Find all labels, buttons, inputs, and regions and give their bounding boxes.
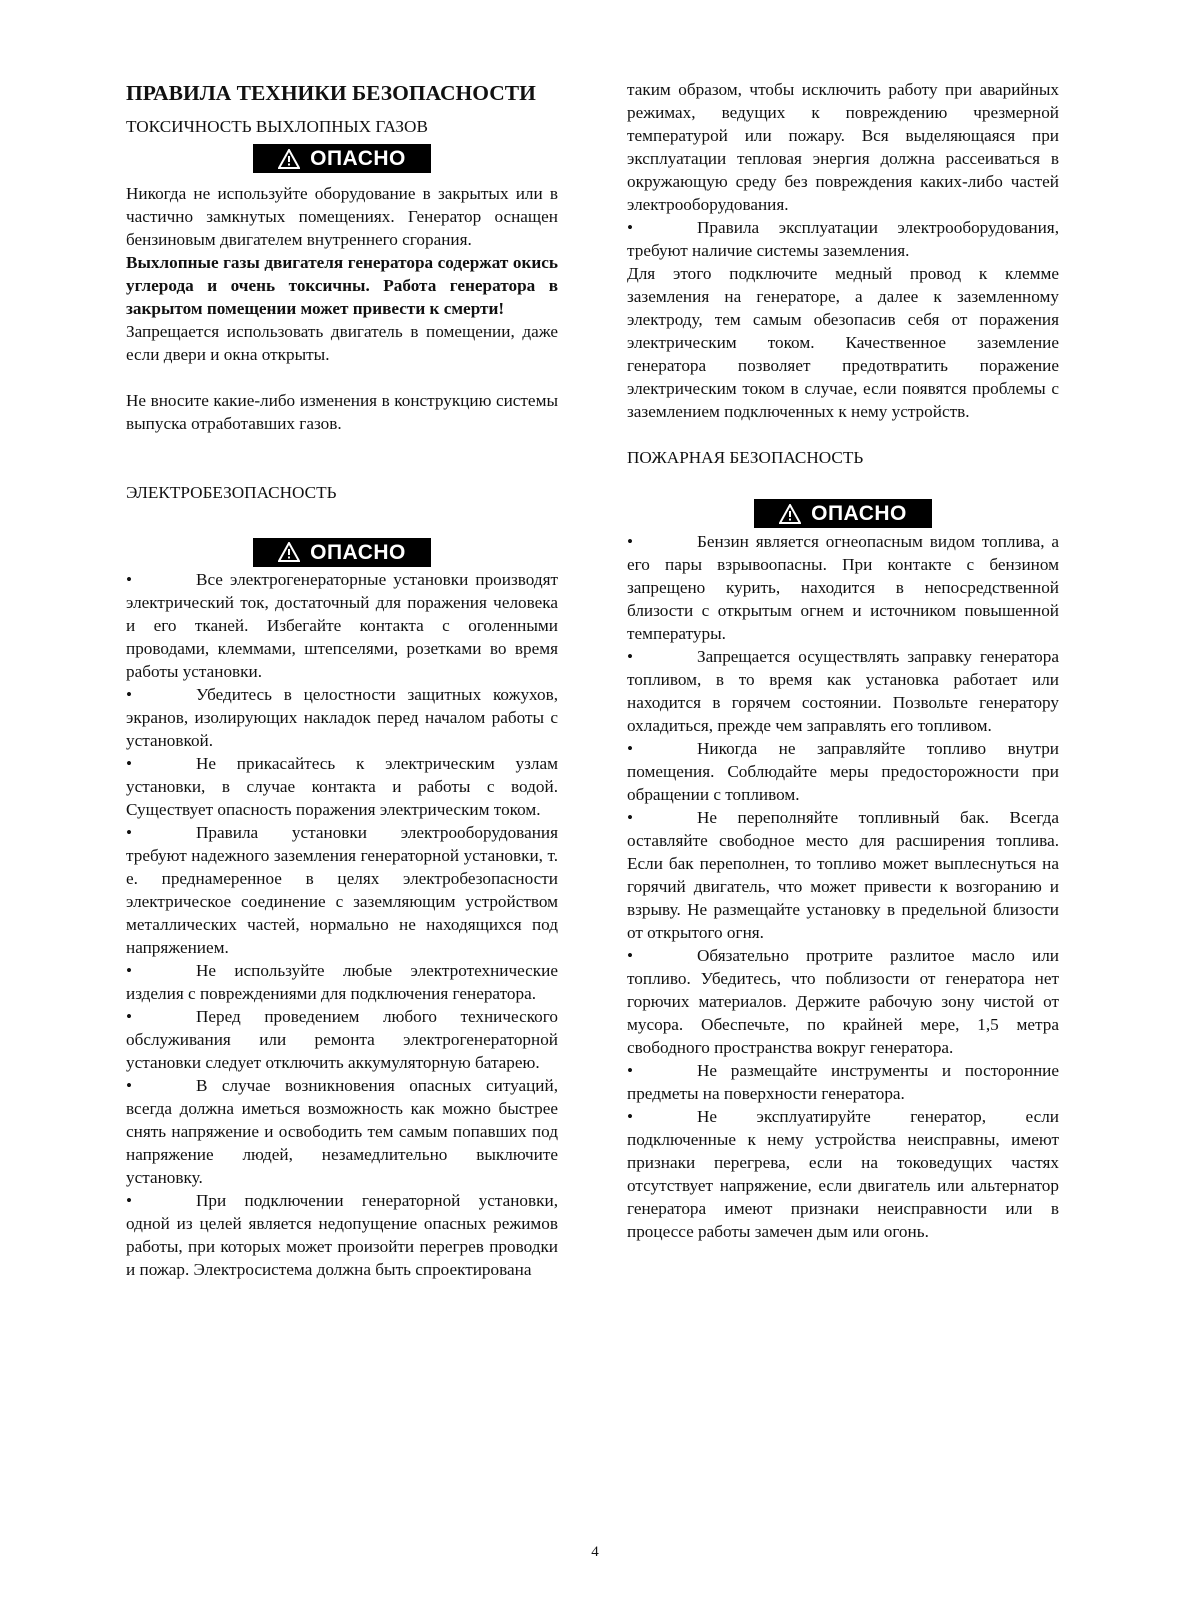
list-item: • Перед проведением любого технического обслуживания или ремонта электрогенераторной установки следует отключить аккумуляторную батарею. (126, 1007, 558, 1072)
danger-label: ОПАСНО (811, 502, 907, 525)
section-heading-electrical: ЭЛЕКТРОБЕЗОПАСНОСТЬ (126, 482, 337, 502)
paragraph: таким образом, чтобы исключить работу при аварийных режимах, ведущих к повреждению чрезмерной температурой или пожару. Вся выделяющаяся при эксплуатации тепловая энергия должна рассеиваться в окружающую среду без повреждения каких-либо частей электрооборудования. (627, 80, 1059, 214)
list-item: • Убедитесь в целостности защитных кожухов, экранов, изолирующих накладок перед началом работы с установкой. (126, 685, 558, 750)
bullet-mark: • (126, 823, 133, 842)
danger-banner (253, 538, 431, 567)
right-column (627, 78, 1059, 1243)
list-item: • Не размещайте инструменты и посторонние предметы на поверхности генератора. (627, 1060, 1059, 1103)
list-item: • При подключении генераторной установки, одной из целей является недопущение опасных режимов работы, при которых может произойти перегрев проводки и пожар. Электросистема должна быть спроектирована (126, 1191, 558, 1279)
list-item: • Правила эксплуатации электрооборудования, требуют наличие системы заземления. (627, 218, 1059, 260)
bullet-mark: • (627, 945, 634, 965)
bullet-mark: • (627, 531, 634, 551)
section-heading-fire: ПОЖАРНАЯ БЕЗОПАСНОСТЬ (627, 448, 864, 467)
danger-label: ОПАСНО (310, 540, 406, 564)
danger-banner-wrap (627, 499, 1059, 530)
warning-triangle-icon (278, 149, 300, 169)
list-item: • Не прикасайтесь к электрическим узлам установки, в случае контакта и работы с водой. Существует опасность поражения электрическим током. (126, 754, 558, 819)
bullet-mark: • (126, 570, 133, 589)
bullet-mark: • (627, 646, 634, 666)
bullet-mark: • (126, 685, 133, 704)
list-item: • Обязательно протрите разлитое масло или топливо. Убедитесь, что поблизости от генератора нет горючих материалов. Держите рабочую зону чистой от мусора. Обеспечьте, по крайней мере, 1,5 метра свободного пространства вокруг генератора. (627, 945, 1059, 1057)
paragraph: Для этого подключите медный провод к клемме заземления на генераторе, а далее к заземленному электроду, тем самым обезопасив себя от поражения электрическим током. Качественное заземление генератора позволяет предотвратить поражение электрическим током в случае, если появятся проблемы с заземлением подключенных к нему устройств. (627, 264, 1059, 421)
list-item: • Не эксплуатируйте генератор, если подключенные к нему устройства неисправны, имеют признаки перегрева, если на токоведущих частях отсутствует напряжение, если двигатель или альтернатор генератора имеют признаки неисправности или в процессе работы замечен дым или огонь. (627, 1106, 1059, 1241)
paragraph: Запрещается использовать двигатель в помещении, даже если двери и окна открыты. (126, 321, 558, 364)
bullet-mark: • (627, 218, 634, 237)
list-item: • Бензин является огнеопасным видом топлива, а его пары взрывоопасны. При контакте с бензином запрещено курить, находится в непосредственной близости с открытым огнем и источником повышенной температуры. (627, 531, 1059, 643)
danger-banner-wrap (126, 538, 558, 569)
bullet-mark: • (126, 1191, 133, 1210)
bullet-mark: • (126, 1076, 133, 1095)
list-item: • Все электрогенераторные установки производят электрический ток, достаточный для поражения человека и его тканей. Избегайте контакта с оголенными проводами, клеммами, штепселями, розетками во время работы установки. (126, 570, 558, 681)
section-heading-exhaust: ТОКСИЧНОСТЬ ВЫХЛОПНЫХ ГАЗОВ (126, 117, 428, 136)
bullet-mark: • (627, 1060, 634, 1080)
page-title: ПРАВИЛА ТЕХНИКИ БЕЗОПАСНОСТИ (126, 81, 536, 105)
paragraph: Не вносите какие-либо изменения в конструкцию системы выпуска отработавших газов. (126, 390, 558, 433)
bullet-mark: • (627, 807, 634, 827)
danger-banner (253, 144, 431, 173)
list-item: • Никогда не заправляйте топливо внутри помещения. Соблюдайте меры предосторожности при обращении с топливом. (627, 738, 1059, 804)
bullet-mark: • (126, 1007, 133, 1026)
paragraph: Никогда не используйте оборудование в закрытых или в частично замкнутых помещениях. Генератор оснащен бензиновым двигателем внутреннего сгорания. (126, 183, 558, 249)
page-number: 4 (591, 1544, 599, 1560)
warning-triangle-icon (779, 504, 801, 524)
list-item: • Правила установки электрооборудования требуют надежного заземления генераторной установки, т. е. преднамеренное в целях электробезопасности электрическое соединение с заземляющим устройством металлических частей, нормально не находящихся под напряжением. (126, 823, 558, 957)
warning-paragraph: Выхлопные газы двигателя генератора содержат окись углерода и очень токсичны. Работа генератора в закрытом помещении может привести к смерти! (126, 252, 558, 318)
danger-banner-wrap (126, 144, 558, 175)
list-item: • Запрещается осуществлять заправку генератора топливом, в то время как установка работает или находится в горячем состоянии. Позвольте генератору охладиться, прежде чем заправлять его топливом. (627, 646, 1059, 735)
list-item: • Не используйте любые электротехнические изделия с повреждениями для подключения генератора. (126, 961, 558, 1003)
danger-banner (754, 499, 932, 528)
list-item: • Не переполняйте топливный бак. Всегда оставляйте свободное место для расширения топлива. Если бак переполнен, то топливо может выплеснуться на горячий двигатель, что может привести к возгоранию и взрыву. Не размещайте установку в предельной близости от открытого огня. (627, 807, 1059, 942)
warning-triangle-icon (278, 542, 300, 562)
danger-label: ОПАСНО (310, 147, 406, 170)
bullet-mark: • (126, 754, 133, 773)
left-column (126, 70, 558, 1281)
bullet-mark: • (126, 961, 133, 980)
bullet-mark: • (627, 738, 634, 758)
list-item: • В случае возникновения опасных ситуаций, всегда должна иметься возможность как можно быстрее снять напряжение и освободить тем самым попавших под напряжение людей, незамедлительно выключите установку. (126, 1076, 558, 1187)
bullet-mark: • (627, 1106, 634, 1126)
